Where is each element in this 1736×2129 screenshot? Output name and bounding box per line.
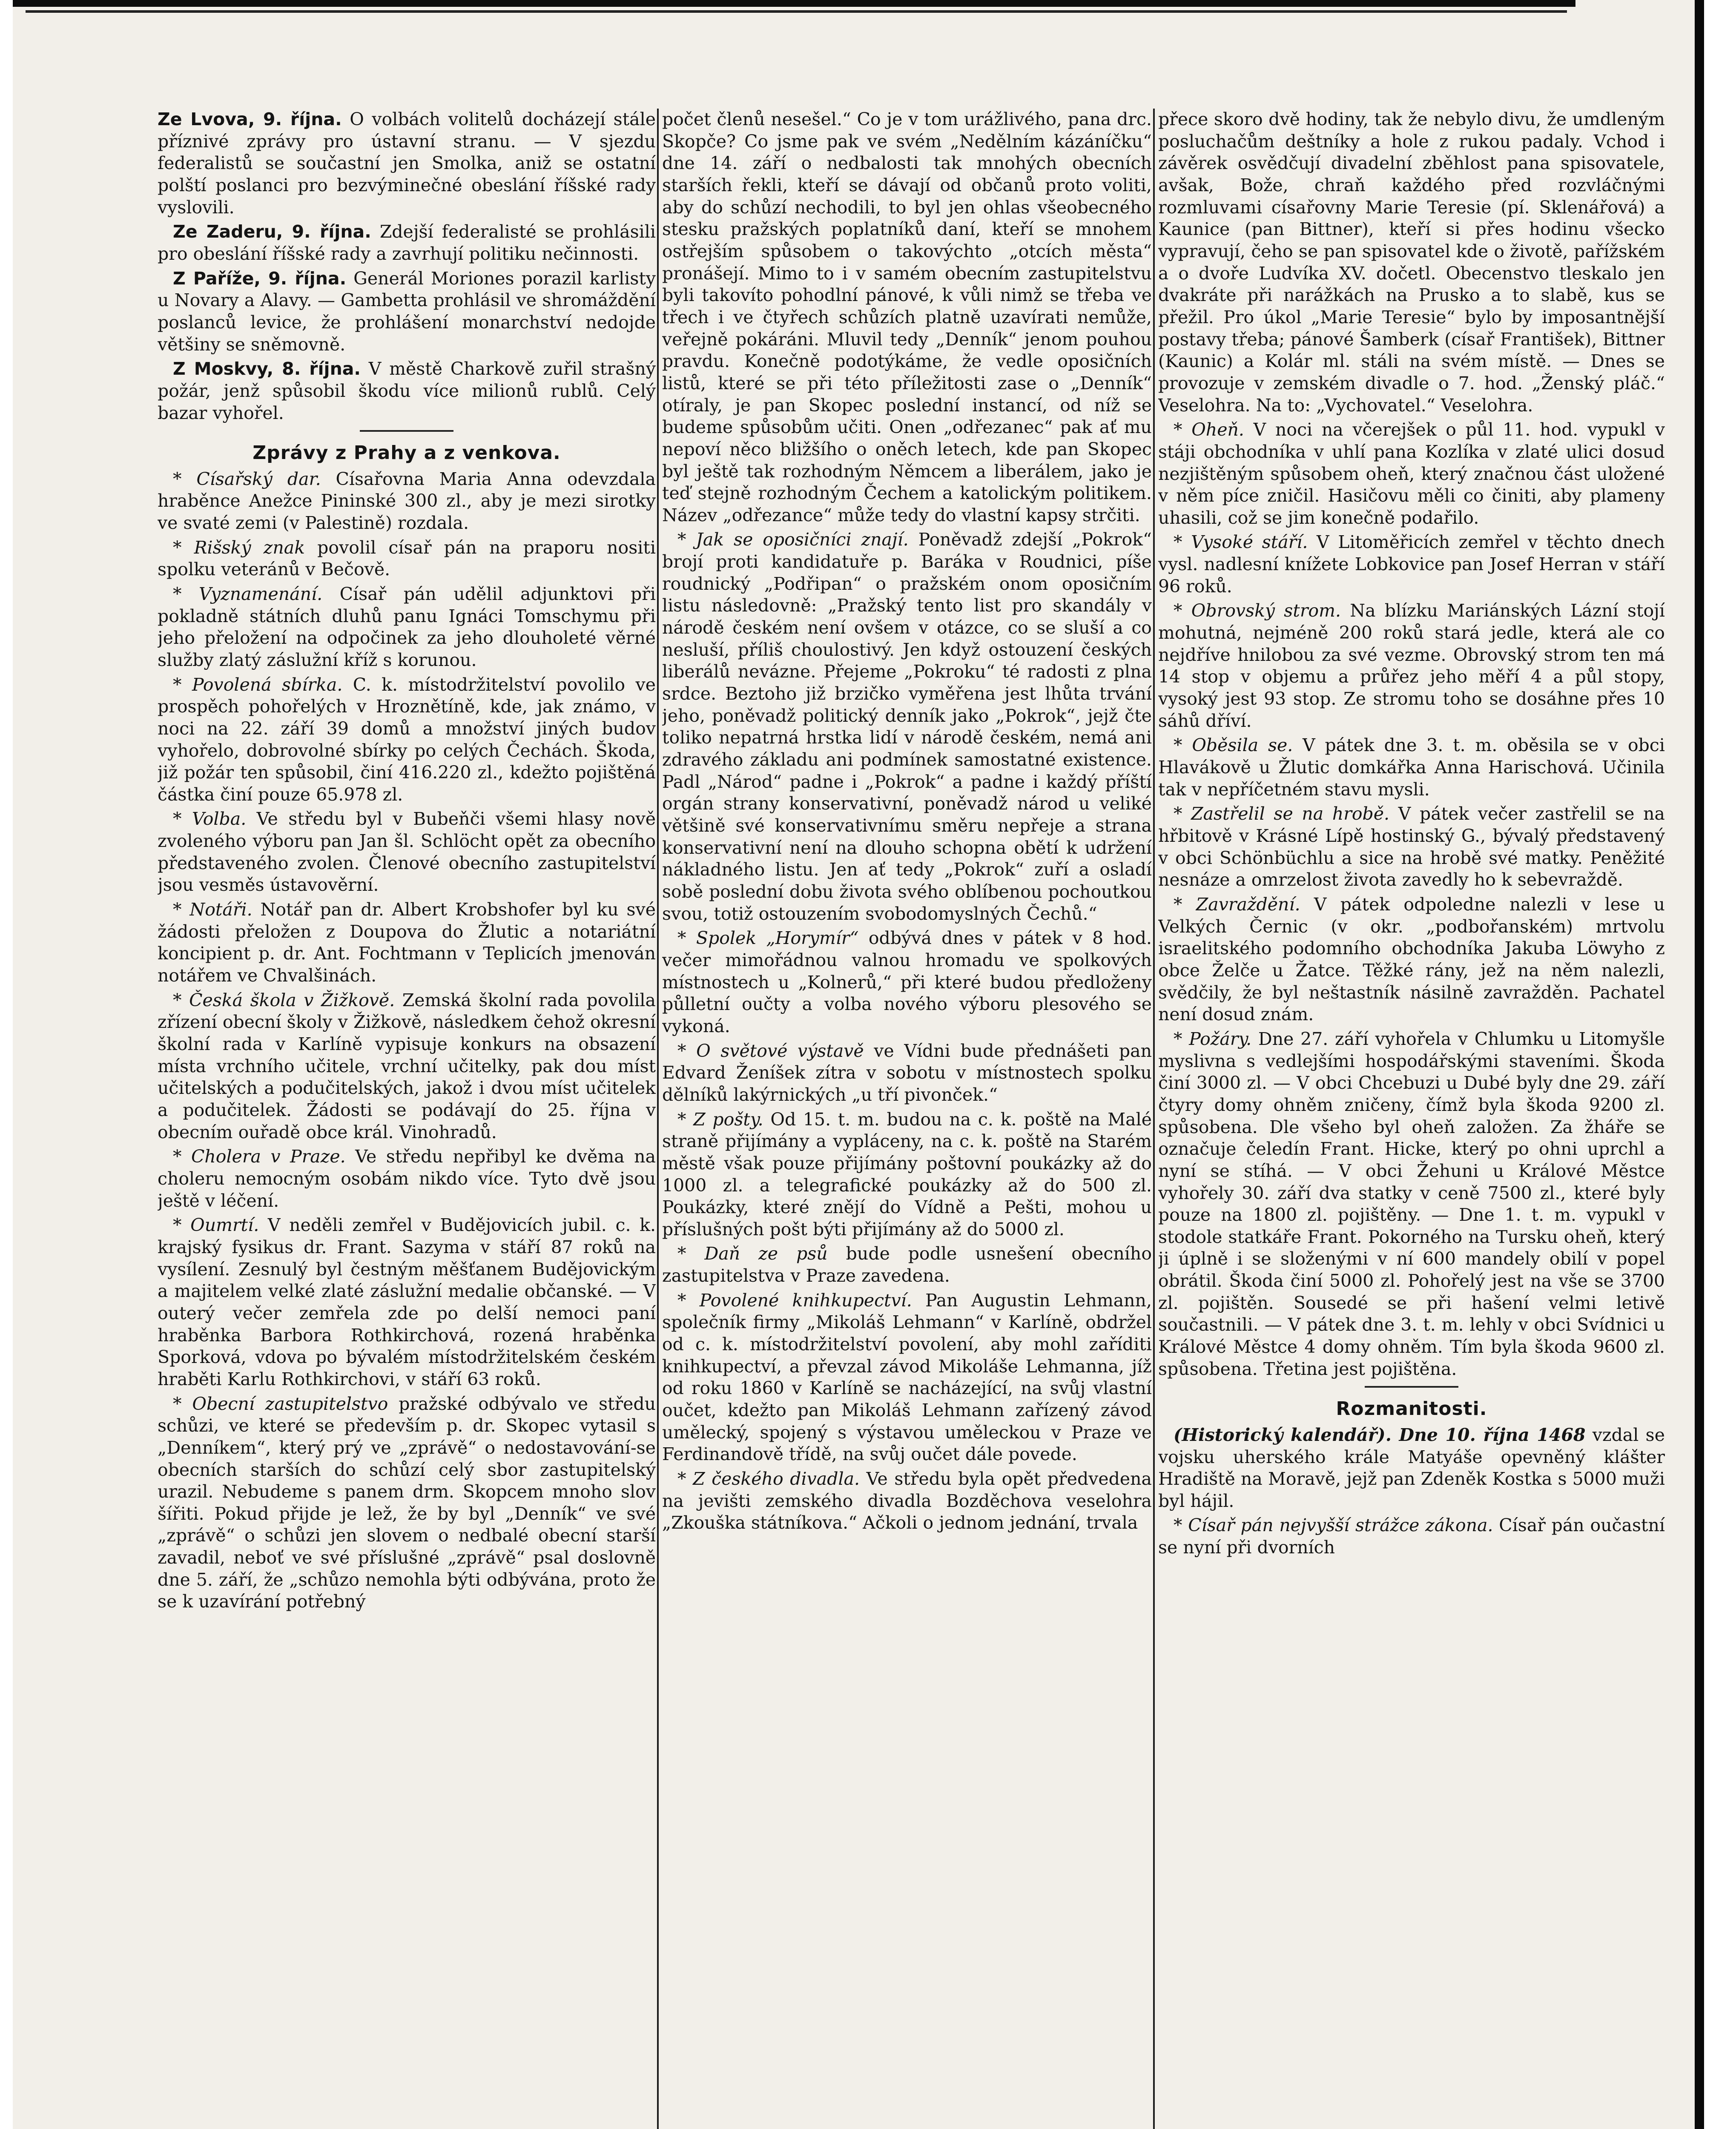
item-title: Zastřelil se na hrobě. [1191, 803, 1390, 824]
item-text: povolil císař pán na praporu nositi spolku veteránů v Bečově. [158, 537, 656, 580]
news-item: * Povolená sbírka. C. k. místodržitelství povolilo ve prospěch pohořelých v Hroznětíně, kde, jak známo, v noci na 22. září 39 domů a množství jiných budov vyhořelo, dobrovolné sbírky po celých Čechách. Škoda, již požár ten spůsobil, činí 416.220 zl., kdežto pojištěná částka činí pouze 65.978 zl. [158, 674, 656, 805]
item-title: Rišský znak [194, 537, 305, 558]
news-item: * Oběsila se. V pátek dne 3. t. m. oběsila se v obci Hlavákově u Žlutic domkářka Anna Harischová. Učinila tak v nepříčetném stavu mysli. [1158, 735, 1665, 800]
item-text: Císař pán udělil adjunktovi při pokladně státních dluhů panu Ignáci Tomschymu při jeho přeložení na odpočinek za jeho dlouholeté věrné služby zlatý záslužní kříž s korunou. [158, 583, 656, 670]
item-title: O světové výstavě [696, 1040, 864, 1061]
right-border [1695, 0, 1704, 2129]
news-item: * Z pošty. Od 15. t. m. budou na c. k. poště na Malé straně přijímány a vypláceny, na c. k. poště na Starém městě však pouze přijímány poštovní poukázky až do 1000 zl. a telegrafické poukázky až do 500 zl. Poukázky, které znějí do Vídně a Pešti, mohou u příslušných pošt býti přijímány až do 5000 zl. [662, 1109, 1152, 1240]
item-title: Povolená sbírka. [192, 674, 343, 695]
news-item [158, 109, 656, 218]
item-text: Zemská školní rada povolila zřízení obecní školy v Žižkově, následkem čehož okresní školní rada v Karlíně vypisuje konkurs na obsazení místa vrchního učitele, vrchní učitelky, pak dou míst učitelských a podučitelských, jakož i dvou míst učitelek a podučitelek. Žádosti se podávají do 25. října v obecním ouřadě obce král. Vinohradů. [158, 990, 656, 1142]
item-title: Vysoké stáří. [1191, 532, 1308, 553]
news-item: * Císař pán nejvyšší strážce zákona. Císař pán oučastní se nyní při dvorních [1158, 1515, 1665, 1558]
top-rule-thin [26, 10, 1567, 13]
item-text: V neděli zemřel v Budějovicích jubil. c. k. krajský fysikus dr. Frant. Sazyma v stáří 87 roků na vysílení. Zesnulý byl čestným měšťanem Budějovickým a majitelem velké zlaté záslužní medalie občanské. — V outerý večer zemřela zde po delší nemoci paní hraběnka Barbora Rothkirchová, rozená hraběnka Sporková, vdova po bývalém místodržitelském českém hraběti Karlu Rothkirchovi, v stáří 63 roků. [158, 1215, 656, 1389]
item-text: V pátek dne 3. t. m. oběsila se v obci Hlavákově u Žlutic domkářka Anna Harischová. Učinila tak v nepříčetném stavu mysli. [1158, 735, 1665, 800]
item-text: Notář pan dr. Albert Krobshofer byl ku své žádosti přeložen z Doupova do Žlutic a notariátní koncipient p. dr. Ant. Fochtmann v Teplicích jmenován notářem ve Chvalšinách. [158, 899, 656, 986]
item-title: Jak se oposičníci znají. [696, 529, 909, 550]
item-title: (Historický kalendář). Dne 10. října 1468 [1174, 1424, 1586, 1445]
news-item: * Z českého divadla. Ve středu byla opět předvedena na jevišti zemského divadla Bozděchova veselohra „Zkouška státníkova.“ Ačkoli o jednom jednání, trvala [662, 1469, 1152, 1533]
item-title: Povolené knihkupectví. [699, 1290, 912, 1311]
news-item: * O světové výstavě ve Vídni bude přednášeti pan Edvard Ženíšek zítra v sobotu v místnostech spolku dělníků lakýrnických „u tří pivonček.“ [662, 1040, 1152, 1105]
item-text: Pan Augustin Lehmann, společník firmy „Mikoláš Lehmann“ v Karlíně, obdržel od c. k. místodržitelství povolení, aby mohl zaříditi knihkupectví, a převzal závod Mikoláše Lehmanna, jíž od roku 1860 v Karlíně se nacházející, na svůj vlastní oučet, kdežto pan Mikoláš Lehmann zařízený závod umělecký, spojený s výstavou uměleckou v Praze ve Ferdinandově třídě, na svůj oučet dále povede. [662, 1290, 1152, 1465]
item-title: Volba. [192, 809, 247, 829]
section-rule [360, 430, 453, 432]
left-margin [0, 0, 13, 2129]
continued-text: počet členů nesešel.“ Co je v tom urážlivého, pana drc. Skopče? Co jsme pak ve svém „Nedělním kázáníčku“ dne 14. září o nedbalosti tak mnohých obecních starších řekli, kteří se dávají od občanů proto voliti, aby do schůzí nechodili, to byl jen ohlas všeobecného stesku pražských poplatníků daní, kteří se mnohem ostřejším spůsobem o takovýchto „otcích města“ pronášejí. Mimo to i v samém obecním zastupitelstvu byli takovíto pohodlní pánové, k vůli nimž se třeba ve třech i ve čtyřech schůzích platně uzavírati nemůže, veřejně pokáráni. Mluvil tedy „Denník“ jenom pouhou pravdu. Konečně podotýkáme, že vedle oposičních listů, které se při této příležitosti zase o „Denník“ otíraly, je pan Skopec poslední instancí, od níž se budeme spůsobům učiti. Onen „odřezanec“ pak ať mu nepoví něco bližšího o oněch letech, kde pan Skopec byl ještě tak rozhodným Němcem a liberálem, jako je teď stejně rozhodným Čechem a katolickým politikem. Název „odřezance“ může tedy do vlastní kapsy strčiti. [662, 109, 1152, 525]
news-item: * Oumrtí. V neděli zemřel v Budějovicích jubil. c. k. krajský fysikus dr. Frant. Sazyma v stáří 87 roků na vysílení. Zesnulý byl čestným měšťanem Budějovickým a majitelem velké zlaté záslužní medalie občanské. — V outerý večer zemřela zde po delší nemoci paní hraběnka Barbora Rothkirchová, rozená hraběnka Sporková, vdova po bývalém místodržitelském českém hraběti Karlu Rothkirchovi, v stáří 63 roků. [158, 1215, 656, 1389]
news-item: * Obecní zastupitelstvo pražské odbývalo ve středu schůzi, ve které se především p. dr. Skopec vytasil s „Denníkem“, který prý ve „zprávě“ o nedostavování-se obecních starších do schůzí celý sbor zastupitelský urazil. Nebudeme s panem drm. Skopcem mnoho slov šířiti. Pokud přijde je lež, že by byl „Denník“ ve své „zprávě“ o schůzi jen slovem o nedbalé obecní starší zavadil, neboť ve své příslušné „zprávě“ psal doslovně dne 5. září, že „schůzo nemohla býti odbývána, proto že se k uzavírání potřebný [158, 1393, 656, 1612]
news-text: Zdejší federalisté se prohlásili pro obeslání říšské rady a zavrhují politiku nečinnosti. [158, 221, 656, 264]
item-text: vzdal se vojsku uherského krále Matyáše opevněný klášter Hradiště na Moravě, jejž pan Zdeněk Kostka s 5000 muži byl hájil. [1158, 1424, 1665, 1511]
item-title: Z pošty. [693, 1109, 763, 1130]
item-text: Ve středu nepřibyl ke dvěma na choleru nemocným osobám nikdo více. Tyto dvě jsou ještě v léčení. [158, 1146, 656, 1211]
item-title: Požáry. [1189, 1028, 1252, 1049]
item-title: Oběsila se. [1192, 735, 1293, 756]
dateline: Ze Zaderu, 9. října. [173, 221, 371, 242]
continued-text: přece skoro dvě hodiny, tak že nebylo divu, že umdleným posluchačům deštníky a hole z rukou padaly. Vchod i závěrek osvědčují divadelní zběhlost pana spisovatele, avšak, Bože, chraň každého před rozvláčnými rozmluvami císařovny Marie Teresie (pí. Sklenářová) a Kaunice (pan Bittner), kteří si přes hodinu všecko vypravují, čeho se pan spisovatel kde o životě, pařížském a o dvoře Ludvíka XV. dočetl. Obecenstvo tleskalo jen dvakráte při narážkách na Prusko a to slabě, kus se přežil. Pro úkol „Marie Teresie“ bylo by imposantnější postavy třeba; pánové Šamberk (císař František), Bittner (Kaunic) a Kolár ml. stáli na svém místě. — Dnes se provozuje v zemském divadle o 7. hod. „Ženský pláč.“ Veselohra. Na to: „Vychovatel.“ Veselohra. [1158, 109, 1665, 416]
top-rule [0, 0, 1575, 7]
item-text: V pátek večer zastřelil se na hřbitově v Krásné Lípě hostinský G., bývalý představený v obci Schönbüchlu a sice na hrobě své matky. Peněžité nesnáze a omrzelost života zavedly ho k sebevraždě. [1158, 803, 1665, 890]
news-item: * Volba. Ve středu byl v Bubeňči všemi hlasy nově zvoleného výboru pan Jan šl. Schlöcht opět za obecního představeného zvolen. Členové obecního zastupitelství jsou vesměs ústavověrní. [158, 809, 656, 895]
column-3 [1158, 109, 1665, 2129]
item-text: V noci na včerejšek o půl 11. hod. vypukl v stáji obchodníka v uhlí pana Kozlíka v zlaté ulici dosud nezjištěným spůsobem oheň, který značnou část uložené v něm píce zničil. Hasičovu měli co činiti, aby plameny uhasili, což se jim konečně podařilo. [1158, 419, 1665, 528]
column-separator [657, 109, 659, 2129]
item-text: C. k. místodržitelství povolilo ve prospěch pohořelých v Hroznětíně, kde, jak známo, v noci na 22. září 39 domů a množství jiných budov vyhořelo, dobrovolné sbírky po celých Čechách. Škoda, již požár ten spůsobil, činí 416.220 zl., kdežto pojištěná částka činí pouze 65.978 zl. [158, 674, 656, 805]
item-text: odbývá dnes v pátek v 8 hod. večer mimořádnou valnou hromadu ve spolkových místnostech u „Kolnerů,“ při které budou předloženy půlletní oučty a volba nového výboru plesového se vykoná. [662, 928, 1152, 1036]
section-rule [1365, 1386, 1458, 1388]
news-text: Generál Moriones porazil karlisty u Novary a Alavy. — Gambetta prohlásil ve shromáždění poslanců levice, že prohlášení monarchství nedojde většiny se sněmovně. [158, 268, 656, 355]
item-title: Z českého divadla. [693, 1469, 860, 1489]
section-heading: Rozmanitosti. [1336, 1398, 1487, 1420]
news-item: * Vyznamenání. Císař pán udělil adjunktovi při pokladně státních dluhů panu Ignáci Tomschymu při jeho přeložení na odpočinek za jeho dlouholeté věrné služby zlatý záslužní kříž s korunou. [158, 583, 656, 670]
news-item: * Rišský znak povolil císař pán na praporu nositi spolku veteránů v Bečově. [158, 537, 656, 580]
news-item: * Cholera v Praze. Ve středu nepřibyl ke dvěma na choleru nemocným osobám nikdo více. Tyto dvě jsou ještě v léčení. [158, 1146, 656, 1211]
news-item: * Notáři. Notář pan dr. Albert Krobshofer byl ku své žádosti přeložen z Doupova do Žlutic a notariátní koncipient p. dr. Ant. Fochtmann v Teplicích jmenován notářem ve Chvalšinách. [158, 899, 656, 986]
news-item: * Obrovský strom. Na blízku Mariánských Lázní stojí mohutná, nejméně 200 roků stará jedle, která ale co nejdříve hnilobou za své vezme. Obrovský strom ten má 14 stop v objemu a průřez jeho měří 4 a půl stopy, vysoký jest 93 stop. Ze stromu toho se dosáhne přes 10 sáhů dříví. [1158, 600, 1665, 731]
item-text: Ve středu byla opět předvedena na jevišti zemského divadla Bozděchova veselohra „Zkouška státníkova.“ Ačkoli o jednom jednání, trvala [662, 1469, 1152, 1533]
news-item: * Vysoké stáří. V Litoměřicích zemřel v těchto dnech vysl. nadlesní knížete Lobkovice pan Josef Herran v stáří 96 roků. [1158, 532, 1665, 597]
item-text: Na blízku Mariánských Lázní stojí mohutná, nejméně 200 roků stará jedle, která ale co nejdříve hnilobou za své vezme. Obrovský strom ten má 14 stop v objemu a průřez jeho měří 4 a půl stopy, vysoký jest 93 stop. Ze stromu toho se dosáhne přes 10 sáhů dříví. [1158, 600, 1665, 731]
news-text: O volbách volitelů docházejí stále příznivé zprávy pro ústavní stranu. — V sjezdu federalistů se součastní jen Smolka, aniž se ostatní polští poslanci pro bezvýminečné obeslání říšské rady vyslovili. [158, 109, 656, 218]
news-item [1158, 1424, 1665, 1512]
column-1 [158, 109, 656, 2129]
right-margin [1695, 0, 1736, 2129]
item-text: V pátek odpoledne nalezli v lese u Velkých Černic (v okr. „podbořanském) mrtvolu israelitského podomního obchodníka Jakuba Löwyho z obce Želče u Žatce. Těžké rány, jež na něm nalezli, svědčily, že byl neštastník násilně zavražděn. Pachatel není dosud znám. [1158, 894, 1665, 1025]
item-text: Ve středu byl v Bubeňči všemi hlasy nově zvoleného výboru pan Jan šl. Schlöcht opět za obecního představeného zvolen. Členové obecního zastupitelství jsou vesměs ústavověrní. [158, 809, 656, 895]
dateline: Z Paříže, 9. října. [173, 268, 347, 289]
news-item: * Daň ze psů bude podle usnešení obecního zastupitelstva v Praze zavedena. [662, 1243, 1152, 1286]
item-title: Oheň. [1191, 419, 1244, 440]
item-text: Císař pán oučastní se nyní při dvorních [1158, 1515, 1665, 1558]
item-title: Obrovský strom. [1191, 600, 1341, 621]
dateline: Z Moskvy, 8. října. [173, 359, 361, 379]
news-item: * Požáry. Dne 27. září vyhořela v Chlumku u Litomyšle myslivna s vedlejšími hospodářskými staveními. Škoda činí 3000 zl. — V obci Chcebuzi u Dubé byly dne 29. září čtyry domy ohněm zničeny, čímž byla škoda 9200 zl. spůsobena. Dle všeho byl oheň založen. Za žháře se označuje čeledín Frant. Hicke, který po ohni uprchl a nyní se stíhá. — V obci Žehuni u Králové Městce vyhořely 30. září dva statky v ceně 7500 zl., které byly pouze na 1800 zl. pojištěny. — Dne 1. t. m. vypukl v stodole statkáře Frant. Pokorného na Tursku oheň, který ji úplně i se složenými v ní 600 mandely obilí v popel obrátil. Škoda činí 5000 zl. Pohořelý jest na vše se 3700 zl. pojištěn. Sousedé se při hašení velmi letivě součastnili. — V pátek dne 3. t. m. lehly v obci Svídnici u Králové Městce 4 domy ohněm. Tím byla škoda 9600 zl. spůsobena. Třetina jest pojištěna. [1158, 1028, 1665, 1379]
item-title: Zavraždění. [1196, 894, 1300, 915]
item-title: Císařský dar. [196, 468, 321, 489]
item-text: Poněvadž zdejší „Pokrok“ brojí proti kandidatuře p. Baráka v Roudnici, píše roudnický „Podřipan“ o pražském onom oposičním listu následovně: „Pražský tento list pro skandály v národě českém není ovšem v otázce, co se sluší a co nesluší, příliš choulostivý. Jen když ostouzení českých liberálů nevázne. Přejeme „Pokroku“ té radosti z plna srdce. Beztoho již brzičko vyměřena jest lhůta trvání jeho, poněvadž politický denník jako „Pokrok“, jejž čte toliko nepatrná hrstka lidí v národě českém, nemá ani zdravého základu ani podmínek samostatné existence. Padl „Národ“ padne i „Pokrok“ a padne i každý příští orgán strany konservativní, poněvadž národ u veliké většině své konservativnímu směru nepřeje a strana konservativní není na dlouho schopna obětí k udržení nákladného listu. Jen ať tedy „Pokrok“ zuří a osladí sobě poslední dobu života svého oblíbenou pochoutkou svou, totiž ostouzením svobodomyslných Čechů.“ [662, 529, 1152, 924]
section-heading: Zprávy z Prahy a z venkova. [253, 442, 561, 464]
news-item: * Císařský dar. Císařovna Maria Anna odevzdala hraběnce Anežce Pininské 300 zl., aby je mezi sirotky ve svaté zemi (v Palestině) rozdala. [158, 468, 656, 533]
item-title: Cholera v Praze. [191, 1146, 346, 1167]
item-text: pražské odbývalo ve středu schůzi, ve které se především p. dr. Skopec vytasil s „Denníkem“, který prý ve „zprávě“ o nedostavování-se obecních starších do schůzí celý sbor zastupitelský urazil. Nebudeme s panem drm. Skopcem mnoho slov šířiti. Pokud přijde je lež, že by byl „Denník“ ve své „zprávě“ o schůzi jen slovem o nedbalé obecní starší zavadil, neboť ve své příslušné „zprávě“ psal doslovně dne 5. září, že „schůzo nemohla býti odbývána, proto že se k uzavírání potřebný [158, 1393, 656, 1612]
news-item [158, 221, 656, 265]
column-2 [662, 109, 1152, 2129]
column-separator [1153, 109, 1155, 2129]
news-item: * Oheň. V noci na včerejšek o půl 11. hod. vypukl v stáji obchodníka v uhlí pana Kozlíka v zlaté ulici dosud nezjištěným spůsobem oheň, který značnou část uložené v něm píce zničil. Hasičovu měli co činiti, aby plameny uhasili, což se jim konečně podařilo. [1158, 419, 1665, 528]
news-item: * Spolek „Horymír“ odbývá dnes v pátek v 8 hod. večer mimořádnou valnou hromadu ve spolkových místnostech u „Kolnerů,“ při které budou předloženy půlletní oučty a volba nového výboru plesového se vykoná. [662, 928, 1152, 1036]
item-text: ve Vídni bude přednášeti pan Edvard Ženíšek zítra v sobotu v místnostech spolku dělníků lakýrnických „u tří pivonček.“ [662, 1040, 1152, 1105]
news-item [158, 358, 656, 424]
item-title: Císař pán nejvyšší strážce zákona. [1188, 1515, 1493, 1536]
dateline: Ze Lvova, 9. října. [158, 109, 342, 129]
item-title: Daň ze psů [704, 1243, 828, 1264]
news-item: * Česká škola v Žižkově. Zemská školní rada povolila zřízení obecní školy v Žižkově, následkem čehož okresní školní rada v Karlíně vypisuje konkurs na obsazení místa vrchního učitele, vrchní učitelky, pak dou míst učitelských a podučitelských, jakož i dvou míst učitelek a podučitelek. Žádosti se podávají do 25. října v obecním ouřadě obce král. Vinohradů. [158, 990, 656, 1142]
news-item: * Zastřelil se na hrobě. V pátek večer zastřelil se na hřbitově v Krásné Lípě hostinský G., bývalý představený v obci Schönbüchlu a sice na hrobě své matky. Peněžité nesnáze a omrzelost života zavedly ho k sebevraždě. [1158, 803, 1665, 890]
item-title: Oumrtí. [190, 1215, 259, 1236]
item-title: Obecní zastupitelstvo [192, 1393, 388, 1414]
news-item: * Jak se oposičníci znají. Poněvadž zdejší „Pokrok“ brojí proti kandidatuře p. Baráka v Roudnici, píše roudnický „Podřipan“ o pražském onom oposičním listu následovně: „Pražský tento list pro skandály v národě českém není ovšem v otázce, co se sluší a co nesluší, příliš choulostivý. Jen když ostouzení českých liberálů nevázne. Přejeme „Pokroku“ té radosti z plna srdce. Beztoho již brzičko vyměřena jest lhůta trvání jeho, poněvadž politický denník jako „Pokrok“, jejž čte toliko nepatrná hrstka lidí v národě českém, nemá ani zdravého základu ani podmínek samostatné existence. Padl „Národ“ padne i „Pokrok“ a padne i každý příští orgán strany konservativní, poněvadž národ u veliké většině své konservativnímu směru nepřeje a strana konservativní není na dlouho schopna obětí k udržení nákladného listu. Jen ať tedy „Pokrok“ zuří a osladí sobě poslední dobu života svého oblíbenou pochoutkou svou, totiž ostouzením svobodomyslných Čechů.“ [662, 529, 1152, 924]
news-item: * Zavraždění. V pátek odpoledne nalezli v lese u Velkých Černic (v okr. „podbořanském) mrtvolu israelitského podomního obchodníka Jakuba Löwyho z obce Želče u Žatce. Těžké rány, jež na něm nalezli, svědčily, že byl neštastník násilně zavražděn. Pachatel není dosud znám. [1158, 894, 1665, 1025]
item-title: Notáři. [189, 899, 253, 920]
item-text: bude podle usnešení obecního zastupitelstva v Praze zavedena. [662, 1243, 1152, 1286]
item-title: Vyznamenání. [199, 583, 323, 604]
news-text: V městě Charkově zuřil strašný požár, jenž spůsobil škodu více milionů rublů. Celý bazar vyhořel. [158, 359, 656, 423]
news-item: * Povolené knihkupectví. Pan Augustin Lehmann, společník firmy „Mikoláš Lehmann“ v Karlíně, obdržel od c. k. místodržitelství povolení, aby mohl zaříditi knihkupectví, a převzal závod Mikoláše Lehmanna, jíž od roku 1860 v Karlíně se nacházející, na svůj vlastní oučet, kdežto pan Mikoláš Lehmann zařízený závod umělecký, spojený s výstavou uměleckou v Praze ve Ferdinandově třídě, na svůj oučet dále povede. [662, 1290, 1152, 1465]
item-title: Česká škola v Žižkově. [189, 990, 395, 1010]
item-text: Od 15. t. m. budou na c. k. poště na Malé straně přijímány a vypláceny, na c. k. poště na Starém městě však pouze přijímány poštovní poukázky až do 1000 zl. a telegrafické poukázky až do 500 zl. Poukázky, které znějí do Vídně a Pešti, mohou u příslušných pošt býti přijímány až do 5000 zl. [662, 1109, 1152, 1240]
item-text: Císařovna Maria Anna odevzdala hraběnce Anežce Pininské 300 zl., aby je mezi sirotky ve svaté zemi (v Palestině) rozdala. [158, 468, 656, 533]
item-text: Dne 27. září vyhořela v Chlumku u Litomyšle myslivna s vedlejšími hospodářskými staveními. Škoda činí 3000 zl. — V obci Chcebuzi u Dubé byly dne 29. září čtyry domy ohněm zničeny, čímž byla škoda 9200 zl. spůsobena. Dle všeho byl oheň založen. Za žháře se označuje čeledín Frant. Hicke, který po ohni uprchl a nyní se stíhá. — V obci Žehuni u Králové Městce vyhořely 30. září dva statky v ceně 7500 zl., které byly pouze na 1800 zl. pojištěny. — Dne 1. t. m. vypukl v stodole statkáře Frant. Pokorného na Tursku oheň, který ji úplně i se složenými v ní 600 mandely obilí v popel obrátil. Škoda činí 5000 zl. Pohořelý jest na vše se 3700 zl. pojištěn. Sousedé se při hašení velmi letivě součastnili. — V pátek dne 3. t. m. lehly v obci Svídnici u Králové Městce 4 domy ohněm. Tím byla škoda 9600 zl. spůsobena. Třetina jest pojištěna. [1158, 1028, 1665, 1379]
news-item [158, 268, 656, 356]
item-title: Spolek „Horymír“ [696, 928, 859, 949]
item-text: V Litoměřicích zemřel v těchto dnech vysl. nadlesní knížete Lobkovice pan Josef Herran v stáří 96 roků. [1158, 532, 1665, 597]
